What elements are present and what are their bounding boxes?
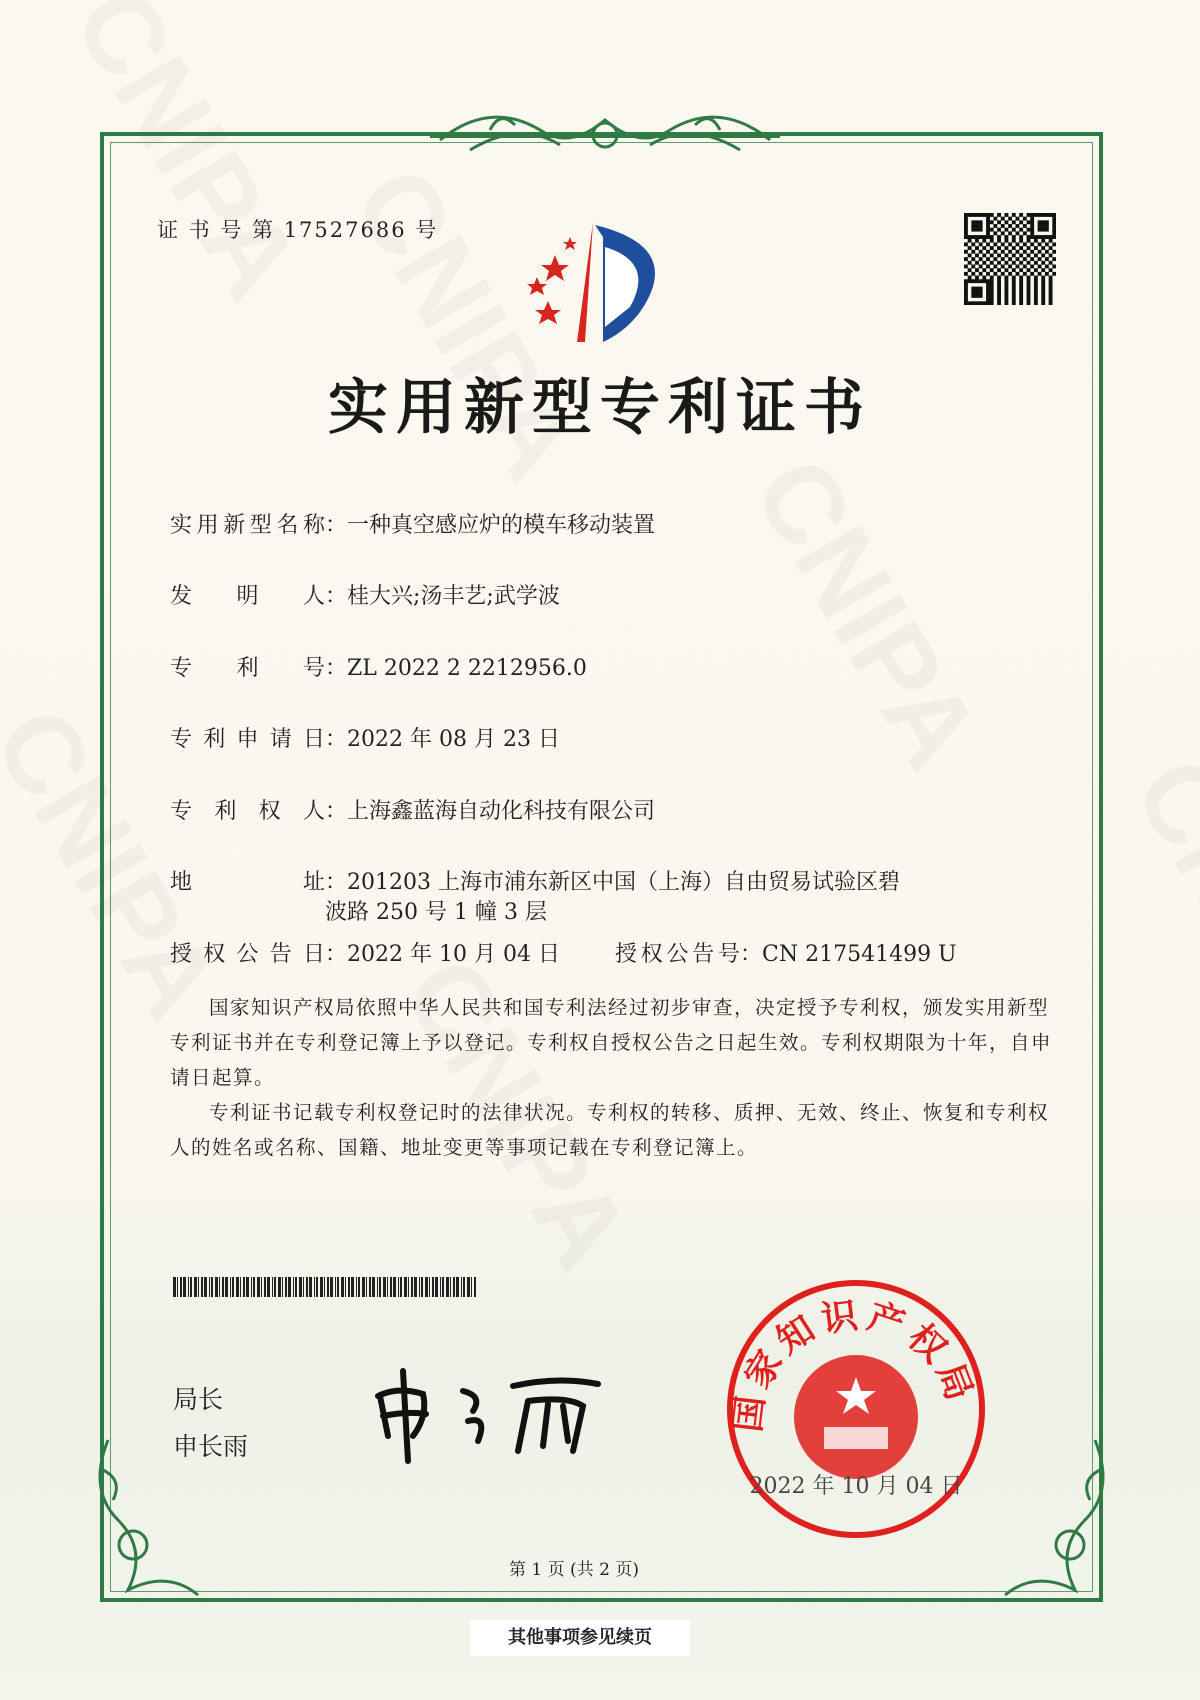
field-grant-number: 授权公告号：CN 217541499 U <box>615 942 957 967</box>
signature <box>368 1366 618 1466</box>
field-inventors: 发明人：桂大兴;汤丰艺;武学波 <box>170 584 560 609</box>
field-application-date: 专利申请日：2022 年 08 月 23 日 <box>170 727 560 752</box>
statement-paragraph: 专利证书记载专利权登记时的法律状况。专利权的转移、质押、无效、终止、恢复和专利权人的姓名或名称、国籍、地址变更等事项记载在专利登记簿上。 <box>170 1101 1050 1159</box>
field-address: 地址：201203 上海市浦东新区中国（上海）自由贸易试验区碧 <box>170 870 900 895</box>
signatory-role: 局长 <box>173 1385 224 1414</box>
field-patentee: 专利权人：上海鑫蓝海自动化科技有限公司 <box>170 799 656 824</box>
certificate-title: 实用新型专利证书 <box>328 373 872 443</box>
field-patent-number: 专利号：ZL 2022 2 2212956.0 <box>170 656 587 681</box>
certificate-statement <box>170 990 1060 1165</box>
field-address-line2: 波路 250 号 1 幢 3 层 <box>325 900 547 925</box>
field-grant-date: 授权公告日：2022 年 10 月 04 日 <box>170 942 560 967</box>
barcode <box>173 1277 478 1297</box>
watermark <box>1109 737 1200 1090</box>
seal-date: 2022 年 10 月 04 日 <box>749 1474 963 1499</box>
certificate-number: 证 书 号 第 17527686 号 <box>157 218 439 242</box>
cnipa-logo <box>515 217 690 347</box>
corner-ornament-left <box>88 1430 218 1610</box>
statement-paragraph: 国家知识产权局依照中华人民共和国专利法经过初步审查，决定授予专利权，颁发实用新型专利证书并在专利登记簿上予以登记。专利权自授权公告之日起生效。专利权期限为十年，自申请日起算。 <box>170 996 1053 1089</box>
field-utility-model-name: 实用新型名称：一种真空感应炉的模车移动装置 <box>170 513 656 538</box>
corner-ornament-right <box>985 1430 1115 1610</box>
signatory-name: 申长雨 <box>173 1432 249 1461</box>
page-indicator: 第 1 页 (共 2 页) <box>509 1560 639 1580</box>
seal-text: 国家知识产权局 <box>727 1294 982 1435</box>
qr-code <box>964 213 1056 305</box>
official-seal <box>724 1277 988 1541</box>
top-ornament <box>430 100 780 166</box>
continuation-note: 其他事项参见续页 <box>470 1620 690 1656</box>
